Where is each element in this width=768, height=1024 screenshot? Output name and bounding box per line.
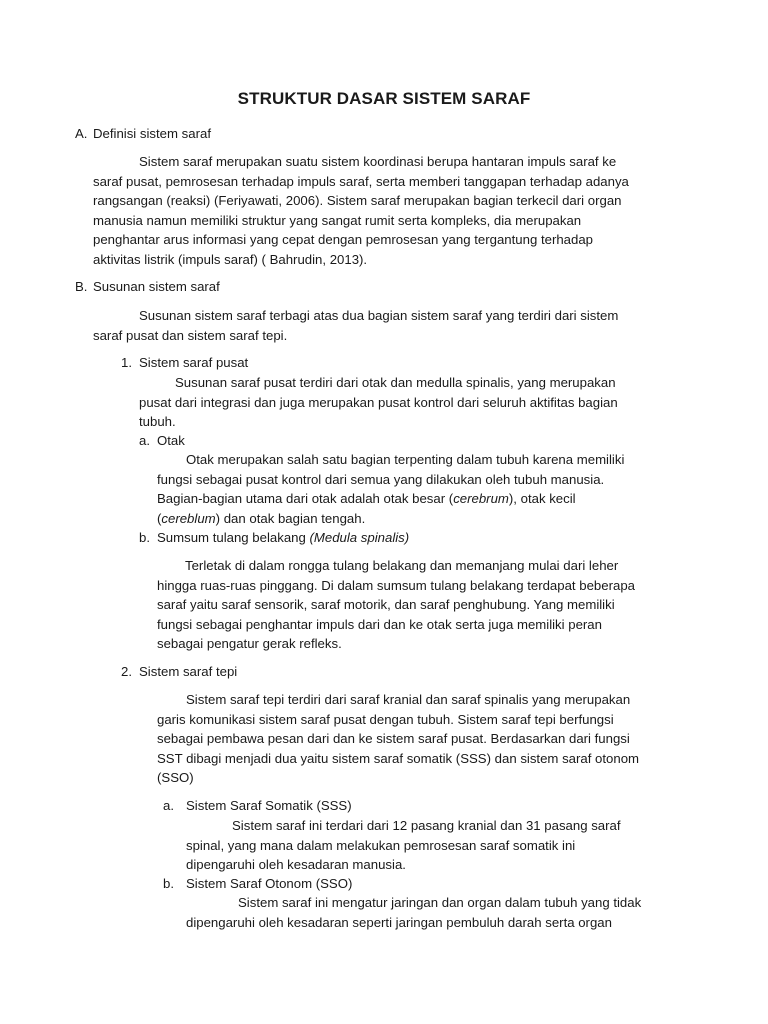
item-2-heading: Sistem saraf tepi	[139, 664, 238, 679]
section-b-marker: B.	[75, 279, 88, 294]
term-cerebrum: cerebrum	[453, 491, 509, 506]
item-2-marker: 2.	[121, 664, 132, 679]
item-2a-heading: Sistem Saraf Somatik (SSS)	[186, 798, 352, 813]
paragraph-line: dipengaruhi oleh kesadaran manusia.	[186, 857, 406, 872]
item-1b-heading: Sumsum tulang belakang (Medula spinalis)	[157, 530, 410, 545]
paragraph-line: saraf pusat dan sistem saraf tepi.	[93, 327, 288, 343]
item-1a-paragraph	[157, 450, 677, 528]
item-1b-paragraph	[157, 556, 677, 654]
term-medula-spinalis: (Medula spinalis)	[309, 530, 410, 545]
item-1-paragraph	[139, 373, 679, 432]
item-1-heading: Sistem saraf pusat	[139, 355, 249, 370]
section-b-heading: Susunan sistem saraf	[93, 279, 220, 294]
paragraph-line: Sistem saraf merupakan suatu sistem koordinasi berupa hantaran impuls saraf ke	[139, 154, 617, 169]
paragraph-line: Susunan sistem saraf terbagi atas dua bagian sistem saraf yang terdiri dari sistem	[139, 308, 619, 323]
item-2a-paragraph	[186, 816, 676, 875]
paragraph-line: saraf yaitu saraf sensorik, saraf motorik, dan saraf penghubung. Yang memiliki	[157, 597, 615, 612]
term-cereblum: cereblum	[161, 510, 216, 526]
paragraph-line: sebagai pengatur gerak refleks.	[157, 636, 342, 651]
paragraph-line: saraf pusat, pemrosesan terhadap impuls saraf, serta memberi tanggapan terhadap adanya	[93, 173, 629, 189]
paragraph-line: Bagian-bagian utama dari otak adalah otak besar (cerebrum), otak kecil	[157, 491, 576, 506]
paragraph-line: rangsangan (reaksi) (Feriyawati, 2006). Sistem saraf merupakan bagian terkecil dari organ	[93, 193, 622, 208]
paragraph-line: Susunan saraf pusat terdiri dari otak dan medulla spinalis, yang merupakan	[175, 375, 616, 390]
paragraph-line: Terletak di dalam rongga tulang belakang dan memanjang mulai dari leher	[185, 558, 619, 573]
item-2b-heading: Sistem Saraf Otonom (SSO)	[186, 876, 353, 891]
paragraph-line: tubuh.	[139, 414, 176, 429]
paragraph-line: Sistem saraf ini terdari dari 12 pasang kranial dan 31 pasang saraf	[232, 818, 621, 833]
paragraph-line: dipengaruhi oleh kesadaran seperti jaringan pembuluh darah serta organ	[186, 914, 612, 930]
paragraph-line: spinal, yang mana dalam melakukan pemrosesan saraf somatik ini	[186, 837, 576, 853]
paragraph-line: sebagai pembawa pesan dari dan ke sistem saraf pusat. Berdasarkan dari fungsi	[157, 731, 630, 746]
paragraph-line: penghantar arus informasi yang cepat dengan pemrosesan yang tergantung terhadap	[93, 232, 594, 247]
paragraph-line: garis komunikasi sistem saraf pusat dengan tubuh. Sistem saraf tepi berfungsi	[157, 711, 614, 727]
item-1a-heading: Otak	[157, 433, 185, 448]
section-a-paragraph	[93, 152, 683, 269]
paragraph-line: pusat dari integrasi dan juga merupakan pusat kontrol dari seluruh aktifitas bagian	[139, 394, 618, 410]
paragraph-line: (cereblum) dan otak bagian tengah.	[157, 510, 366, 526]
item-1a-marker: a.	[139, 433, 150, 448]
paragraph-line: fungsi sebagai penghantar impuls dari dan ke otak serta juga memiliki peran	[157, 616, 602, 632]
paragraph-line: aktivitas listrik (impuls saraf) ( Bahrudin, 2013).	[93, 251, 368, 267]
paragraph-line: SST dibagi menjadi dua yaitu sistem saraf somatik (SSS) dan sistem saraf otonom	[157, 750, 640, 766]
section-a-marker: A.	[75, 126, 88, 141]
paragraph-line: hingga ruas-ruas pinggang. Di dalam sumsum tulang belakang terdapat beberapa	[157, 577, 635, 593]
paragraph-line: manusia namun memiliki struktur yang sangat rumit serta kompleks, dia merupakan	[93, 212, 582, 228]
item-2a-marker: a.	[163, 798, 174, 813]
paragraph-line: Otak merupakan salah satu bagian terpenting dalam tubuh karena memiliki	[186, 452, 625, 467]
paragraph-line: Sistem saraf ini mengatur jaringan dan organ dalam tubuh yang tidak	[238, 895, 642, 910]
item-1-marker: 1.	[121, 355, 132, 370]
item-2b-paragraph	[186, 893, 676, 932]
paragraph-line: fungsi sebagai pusat kontrol dari semua yang dilakukan oleh tubuh manusia.	[157, 471, 605, 487]
item-2-paragraph	[157, 690, 677, 788]
item-1b-marker: b.	[139, 530, 150, 545]
item-2b-marker: b.	[163, 876, 174, 891]
section-b-paragraph	[93, 306, 683, 345]
paragraph-line: Sistem saraf tepi terdiri dari saraf kranial dan saraf spinalis yang merupakan	[186, 692, 631, 707]
document-title: STRUKTUR DASAR SISTEM SARAF	[237, 89, 531, 108]
section-a-heading: Definisi sistem saraf	[93, 126, 211, 141]
paragraph-line: (SSO)	[157, 770, 194, 785]
